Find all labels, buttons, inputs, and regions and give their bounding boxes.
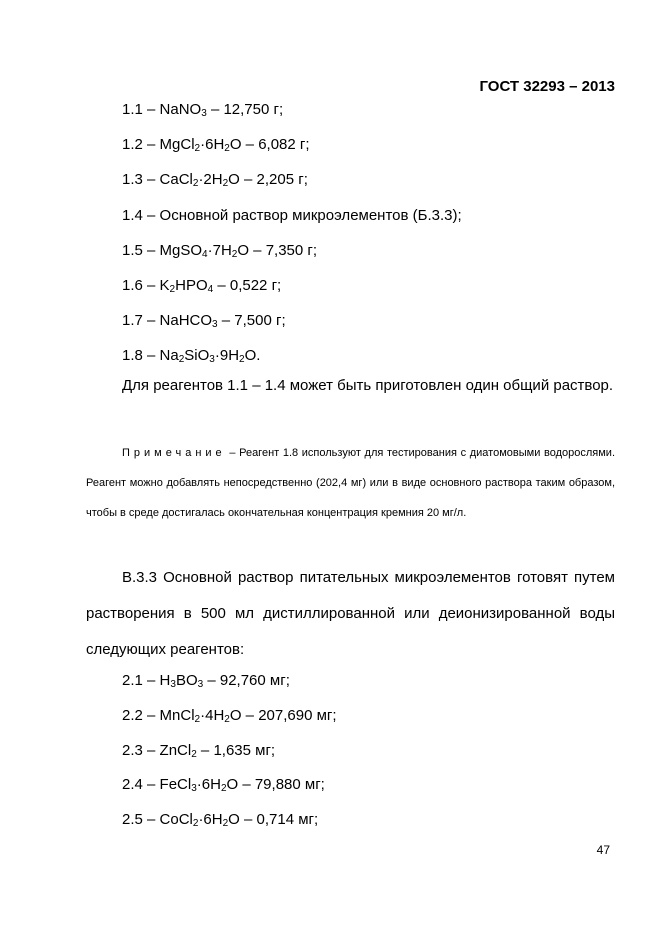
- reagent-text: 2: [178, 354, 185, 366]
- reagent-item: [122, 242, 317, 259]
- reagent-text: 3: [212, 319, 218, 331]
- reagent-text: O – 7,350 г;: [237, 241, 318, 259]
- reagent-item: [122, 707, 337, 724]
- reagent-number: 2.3 –: [122, 741, 160, 759]
- document-code: ГОСТ 32293 – 2013: [479, 78, 615, 95]
- reagent-item: [122, 101, 283, 118]
- reagent-item: [122, 347, 260, 364]
- reagent-text: 3: [191, 783, 197, 795]
- reagent-number: 1.1 –: [122, 101, 160, 118]
- reagent-text: CaCl: [159, 171, 193, 189]
- paragraph-micro-solution: В.3.3 Основной раствор питательных микроэлементов готовят путем растворения в 500 мл дистиллированной или деионизированной воды следующих реагентов:: [86, 569, 615, 658]
- reagent-number: 1.4 –: [122, 206, 160, 224]
- reagent-text: MnCl: [159, 706, 195, 724]
- reagent-text: 3: [170, 679, 176, 690]
- reagent-text: 2: [169, 284, 176, 295]
- reagent-text: ·4H: [200, 706, 225, 724]
- reagent-text: H: [159, 672, 171, 689]
- note-block: [86, 438, 615, 528]
- reagent-text: O – 207,690 мг;: [229, 706, 337, 724]
- reagent-text: ·6H: [200, 136, 225, 154]
- reagent-text: K: [159, 277, 170, 294]
- reagent-text: MgSO: [159, 241, 203, 259]
- reagent-text: ·6H: [198, 811, 223, 829]
- reagent-text: – 7,500 г;: [217, 312, 286, 330]
- reagent-text: – 92,760 мг;: [203, 672, 290, 689]
- reagent-text: 2: [192, 818, 199, 830]
- reagent-item: [122, 312, 286, 329]
- reagent-text: 2: [194, 713, 201, 725]
- reagent-text: 2: [220, 783, 227, 795]
- reagent-text: O – 6,082 г;: [229, 136, 310, 154]
- reagent-number: 1.2 –: [122, 136, 160, 154]
- reagent-text: HPO: [175, 277, 208, 294]
- reagent-text: O – 79,880 мг;: [226, 776, 325, 794]
- reagent-item: [122, 672, 290, 689]
- reagent-item: [122, 207, 462, 224]
- reagent-text: 2: [192, 178, 199, 190]
- reagent-text: 2: [222, 178, 229, 190]
- reagent-text: 2: [239, 354, 245, 366]
- reagent-text: ·7H: [207, 241, 232, 259]
- reagent-text: NaHCO: [159, 312, 213, 330]
- reagent-text: O – 2,205 г;: [228, 171, 308, 189]
- reagent-text: ·9H: [214, 347, 240, 365]
- reagent-text: 2: [222, 818, 229, 830]
- reagent-number: 1.6 –: [122, 277, 160, 294]
- reagent-text: Na: [159, 347, 179, 365]
- reagent-text: 3: [201, 108, 207, 119]
- reagent-text: 3: [197, 679, 204, 690]
- reagent-text: 3: [209, 354, 215, 366]
- reagent-text: 4: [202, 248, 208, 260]
- reagent-text: – 1,635 мг;: [196, 741, 276, 759]
- reagent-number: 2.5 –: [122, 811, 160, 829]
- reagent-text: 2: [224, 143, 230, 155]
- page-number: 47: [596, 843, 610, 857]
- reagent-number: 1.8 –: [122, 347, 160, 365]
- reagent-text: CoCl: [159, 811, 193, 829]
- reagent-item: [122, 742, 275, 759]
- reagent-text: BO: [175, 672, 198, 689]
- reagent-text: ·2H: [198, 171, 223, 189]
- reagent-text: O.: [244, 347, 261, 365]
- reagent-text: – 12,750 г;: [206, 101, 284, 118]
- reagent-number: 1.3 –: [122, 171, 160, 189]
- reagent-text: Основной раствор микроэлементов (Б.3.3);: [159, 206, 462, 224]
- reagent-number: 2.2 –: [122, 706, 160, 724]
- reagent-number: 2.4 –: [122, 776, 160, 794]
- reagent-text: – 0,522 г;: [213, 277, 282, 294]
- reagent-text: 2: [224, 713, 230, 725]
- reagent-text: 2: [191, 748, 197, 760]
- reagent-item: [122, 171, 308, 188]
- reagent-text: FeCl: [159, 776, 192, 794]
- reagent-number: 1.7 –: [122, 312, 160, 330]
- reagent-text: ·6H: [196, 776, 221, 794]
- reagent-text: ZnCl: [159, 741, 192, 759]
- reagent-item: [122, 136, 310, 153]
- reagent-text: 2: [194, 143, 201, 155]
- reagent-text: SiO: [184, 347, 210, 365]
- reagent-item: [122, 776, 325, 793]
- note-text: – Реагент 1.8 используют для тестирования с диатомовыми водорослями. Реагент можно добавлять непосредственно (202,4 мг) или в виде основного раствора таким образом, чтобы в среде достигалась окончательная концентрация кремния 20 мг/л.: [86, 447, 615, 519]
- reagent-text: 4: [207, 284, 214, 295]
- paragraph-common-solution: Для реагентов 1.1 – 1.4 может быть приготовлен один общий раствор.: [122, 377, 614, 394]
- reagent-text: 2: [231, 248, 238, 260]
- reagent-text: NaNO: [159, 101, 202, 118]
- note-label: Примечание: [122, 447, 226, 459]
- reagent-text: MgCl: [159, 136, 195, 154]
- reagent-number: 1.5 –: [122, 241, 160, 259]
- reagent-number: 2.1 –: [122, 672, 160, 689]
- reagent-item: [122, 811, 318, 828]
- reagent-text: O – 0,714 мг;: [228, 811, 319, 829]
- reagent-item: [122, 277, 281, 294]
